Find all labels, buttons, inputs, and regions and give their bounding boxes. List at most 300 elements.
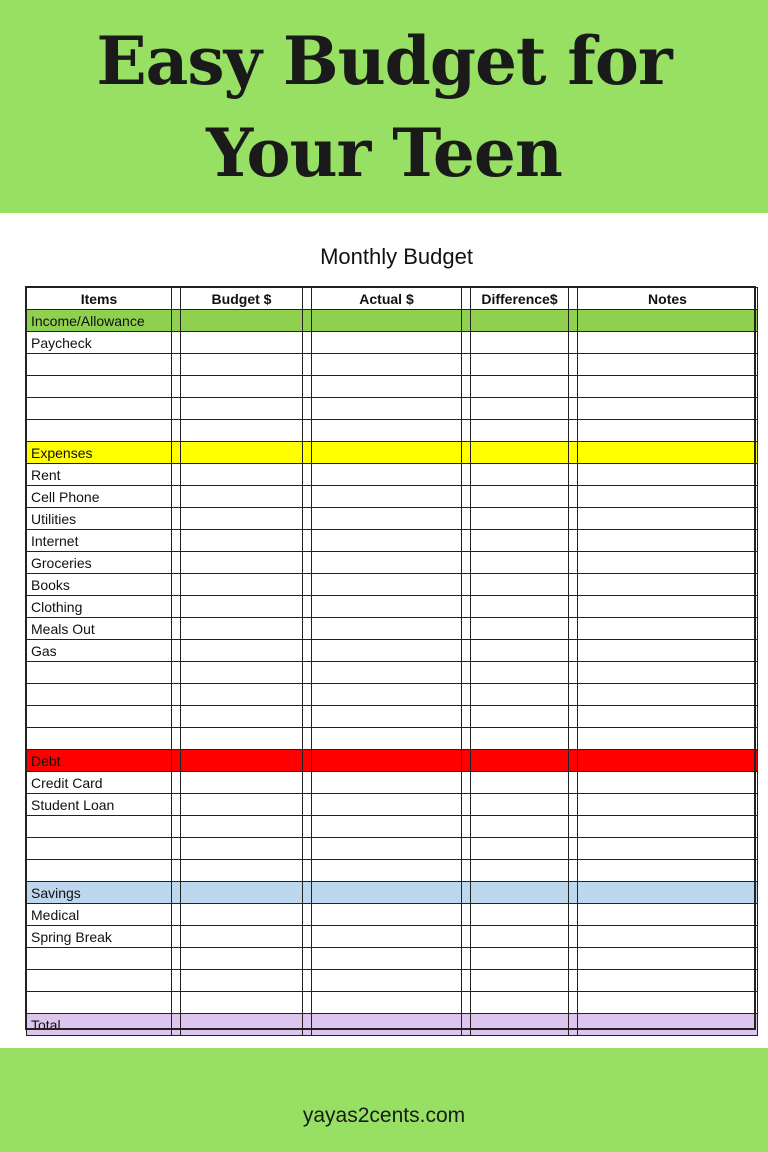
column-separator — [462, 552, 471, 574]
table-row — [27, 530, 758, 552]
table-cell — [578, 904, 758, 926]
column-separator — [569, 464, 578, 486]
table-cell — [471, 992, 569, 1014]
column-separator — [462, 860, 471, 882]
column-separator — [172, 728, 181, 750]
column-separator — [462, 904, 471, 926]
table-cell — [578, 464, 758, 486]
table-cell — [312, 706, 462, 728]
item-label: Utilities — [27, 508, 172, 530]
column-separator — [569, 1014, 578, 1036]
column-separator — [462, 398, 471, 420]
table-cell — [181, 1014, 303, 1036]
column-separator — [462, 838, 471, 860]
column-separator — [462, 948, 471, 970]
column-separator — [462, 662, 471, 684]
table-cell — [312, 750, 462, 772]
column-separator — [303, 508, 312, 530]
item-label: Student Loan — [27, 794, 172, 816]
table-row — [27, 926, 758, 948]
column-separator — [462, 310, 471, 332]
column-separator — [569, 618, 578, 640]
column-separator — [462, 728, 471, 750]
table-cell — [312, 948, 462, 970]
table-cell — [312, 838, 462, 860]
column-separator — [303, 574, 312, 596]
budget-table — [26, 287, 758, 1036]
item-label: Rent — [27, 464, 172, 486]
table-cell — [578, 552, 758, 574]
table-row — [27, 662, 758, 684]
table-cell — [471, 970, 569, 992]
table-cell — [578, 662, 758, 684]
column-separator — [569, 574, 578, 596]
table-cell — [471, 684, 569, 706]
column-separator — [172, 508, 181, 530]
item-label — [27, 706, 172, 728]
column-separator — [303, 662, 312, 684]
table-cell — [578, 794, 758, 816]
column-separator — [172, 948, 181, 970]
table-cell — [578, 508, 758, 530]
table-cell — [181, 794, 303, 816]
table-cell — [312, 860, 462, 882]
total-row — [27, 1014, 758, 1036]
column-separator — [569, 310, 578, 332]
column-separator — [569, 552, 578, 574]
column-separator — [569, 772, 578, 794]
column-separator — [569, 948, 578, 970]
column-separator — [462, 640, 471, 662]
column-separator — [303, 442, 312, 464]
item-label — [27, 420, 172, 442]
table-row — [27, 398, 758, 420]
table-cell — [578, 992, 758, 1014]
column-separator — [569, 530, 578, 552]
column-separator — [172, 618, 181, 640]
column-separator — [462, 486, 471, 508]
table-cell — [181, 904, 303, 926]
table-cell — [471, 530, 569, 552]
column-separator — [569, 794, 578, 816]
table-cell — [312, 574, 462, 596]
column-header-notes: Notes — [578, 288, 758, 310]
table-cell — [312, 816, 462, 838]
column-header-items: Items — [27, 288, 172, 310]
column-separator — [172, 354, 181, 376]
item-label — [27, 838, 172, 860]
table-cell — [181, 508, 303, 530]
column-separator — [172, 420, 181, 442]
table-cell — [312, 794, 462, 816]
table-cell — [312, 618, 462, 640]
table-cell — [181, 970, 303, 992]
table-cell — [578, 882, 758, 904]
table-cell — [181, 992, 303, 1014]
column-separator — [462, 376, 471, 398]
table-cell — [181, 398, 303, 420]
table-cell — [471, 596, 569, 618]
column-separator — [569, 662, 578, 684]
column-header-difference: Difference$ — [471, 288, 569, 310]
table-cell — [471, 662, 569, 684]
title-banner — [0, 0, 768, 213]
column-separator — [172, 926, 181, 948]
table-cell — [471, 618, 569, 640]
column-separator — [303, 904, 312, 926]
column-separator — [172, 398, 181, 420]
item-label — [27, 662, 172, 684]
column-separator — [462, 574, 471, 596]
table-cell — [181, 860, 303, 882]
item-label — [27, 992, 172, 1014]
item-label — [27, 728, 172, 750]
column-separator — [462, 530, 471, 552]
table-cell — [181, 816, 303, 838]
table-row — [27, 354, 758, 376]
section-label: Income/Allowance — [27, 310, 172, 332]
table-cell — [312, 464, 462, 486]
column-separator — [172, 376, 181, 398]
table-cell — [312, 508, 462, 530]
table-cell — [312, 530, 462, 552]
table-cell — [181, 838, 303, 860]
column-separator — [569, 398, 578, 420]
item-label — [27, 816, 172, 838]
column-separator — [303, 618, 312, 640]
section-header-row — [27, 750, 758, 772]
table-row — [27, 684, 758, 706]
column-separator — [172, 970, 181, 992]
table-cell — [578, 618, 758, 640]
table-cell — [471, 816, 569, 838]
column-separator — [172, 772, 181, 794]
budget-body — [27, 310, 758, 1036]
column-separator — [303, 816, 312, 838]
column-separator — [569, 420, 578, 442]
column-separator — [172, 1014, 181, 1036]
section-label: Expenses — [27, 442, 172, 464]
table-cell — [181, 640, 303, 662]
item-label: Books — [27, 574, 172, 596]
column-separator — [569, 640, 578, 662]
table-cell — [471, 904, 569, 926]
column-separator — [172, 288, 181, 310]
table-cell — [181, 354, 303, 376]
table-cell — [312, 728, 462, 750]
table-cell — [471, 706, 569, 728]
column-separator — [569, 486, 578, 508]
column-separator — [172, 530, 181, 552]
table-cell — [181, 728, 303, 750]
column-separator — [303, 288, 312, 310]
column-separator — [462, 442, 471, 464]
column-separator — [569, 992, 578, 1014]
column-separator — [569, 596, 578, 618]
column-separator — [172, 442, 181, 464]
column-separator — [462, 684, 471, 706]
item-label: Spring Break — [27, 926, 172, 948]
item-label — [27, 376, 172, 398]
column-separator — [303, 838, 312, 860]
table-cell — [471, 508, 569, 530]
column-separator — [172, 838, 181, 860]
column-separator — [172, 684, 181, 706]
column-separator — [172, 904, 181, 926]
table-cell — [181, 618, 303, 640]
table-cell — [471, 860, 569, 882]
column-separator — [172, 596, 181, 618]
column-separator — [462, 596, 471, 618]
item-label: Meals Out — [27, 618, 172, 640]
page-title-line-2: Your Teen — [206, 113, 562, 192]
column-separator — [303, 794, 312, 816]
column-separator — [303, 706, 312, 728]
column-separator — [462, 970, 471, 992]
table-cell — [181, 684, 303, 706]
column-header-budget: Budget $ — [181, 288, 303, 310]
table-cell — [312, 772, 462, 794]
table-cell — [578, 684, 758, 706]
table-cell — [181, 882, 303, 904]
column-separator — [172, 816, 181, 838]
column-separator — [462, 992, 471, 1014]
table-row — [27, 816, 758, 838]
table-cell — [471, 926, 569, 948]
column-separator — [303, 640, 312, 662]
column-separator — [172, 486, 181, 508]
column-separator — [303, 398, 312, 420]
column-separator — [303, 332, 312, 354]
column-separator — [303, 970, 312, 992]
table-cell — [578, 640, 758, 662]
table-cell — [471, 794, 569, 816]
column-separator — [569, 970, 578, 992]
section-label: Savings — [27, 882, 172, 904]
column-separator — [462, 420, 471, 442]
table-row — [27, 794, 758, 816]
column-separator — [569, 860, 578, 882]
table-cell — [312, 552, 462, 574]
table-cell — [312, 398, 462, 420]
table-cell — [471, 376, 569, 398]
table-cell — [312, 970, 462, 992]
table-cell — [312, 310, 462, 332]
item-label: Gas — [27, 640, 172, 662]
table-cell — [181, 332, 303, 354]
table-cell — [312, 596, 462, 618]
column-separator — [462, 332, 471, 354]
item-label — [27, 970, 172, 992]
table-row — [27, 552, 758, 574]
column-separator — [303, 860, 312, 882]
column-separator — [172, 310, 181, 332]
column-separator — [303, 882, 312, 904]
column-separator — [569, 508, 578, 530]
item-label: Internet — [27, 530, 172, 552]
table-cell — [312, 926, 462, 948]
item-label: Medical — [27, 904, 172, 926]
column-separator — [462, 618, 471, 640]
table-row — [27, 486, 758, 508]
table-cell — [181, 530, 303, 552]
item-label: Cell Phone — [27, 486, 172, 508]
table-cell — [471, 398, 569, 420]
column-separator — [303, 948, 312, 970]
table-cell — [471, 332, 569, 354]
column-separator — [303, 310, 312, 332]
table-cell — [471, 552, 569, 574]
table-row — [27, 420, 758, 442]
table-cell — [578, 948, 758, 970]
table-row — [27, 618, 758, 640]
column-separator — [569, 838, 578, 860]
column-separator — [462, 288, 471, 310]
column-separator — [462, 750, 471, 772]
table-row — [27, 838, 758, 860]
table-row — [27, 332, 758, 354]
section-header-row — [27, 310, 758, 332]
table-cell — [471, 728, 569, 750]
column-separator — [569, 332, 578, 354]
table-cell — [181, 948, 303, 970]
table-cell — [312, 904, 462, 926]
table-row — [27, 640, 758, 662]
table-cell — [471, 442, 569, 464]
column-separator — [569, 684, 578, 706]
table-row — [27, 970, 758, 992]
column-separator — [303, 596, 312, 618]
column-separator — [303, 728, 312, 750]
item-label — [27, 398, 172, 420]
section-label: Debt — [27, 750, 172, 772]
column-separator — [569, 728, 578, 750]
column-separator — [462, 508, 471, 530]
table-row — [27, 706, 758, 728]
column-separator — [569, 926, 578, 948]
table-cell — [578, 354, 758, 376]
item-label — [27, 684, 172, 706]
column-separator — [303, 772, 312, 794]
table-cell — [578, 420, 758, 442]
table-cell — [578, 398, 758, 420]
column-separator — [303, 992, 312, 1014]
column-separator — [172, 574, 181, 596]
column-separator — [172, 662, 181, 684]
table-row — [27, 376, 758, 398]
column-separator — [569, 376, 578, 398]
column-separator — [303, 420, 312, 442]
footer-banner — [0, 1048, 768, 1152]
column-separator — [303, 530, 312, 552]
table-cell — [312, 640, 462, 662]
table-cell — [578, 860, 758, 882]
table-cell — [312, 662, 462, 684]
table-row — [27, 464, 758, 486]
section-header-row — [27, 882, 758, 904]
table-cell — [578, 772, 758, 794]
table-cell — [471, 640, 569, 662]
table-cell — [181, 464, 303, 486]
table-row — [27, 508, 758, 530]
item-label: Paycheck — [27, 332, 172, 354]
column-separator — [569, 750, 578, 772]
table-row — [27, 992, 758, 1014]
table-cell — [181, 442, 303, 464]
item-label — [27, 948, 172, 970]
sheet-title: Monthly Budget — [320, 244, 473, 269]
table-cell — [181, 926, 303, 948]
column-separator — [462, 794, 471, 816]
table-cell — [578, 310, 758, 332]
column-separator — [172, 640, 181, 662]
item-label: Credit Card — [27, 772, 172, 794]
column-separator — [462, 354, 471, 376]
table-cell — [181, 420, 303, 442]
table-cell — [312, 684, 462, 706]
table-row — [27, 860, 758, 882]
column-separator — [172, 552, 181, 574]
table-cell — [312, 486, 462, 508]
table-cell — [312, 376, 462, 398]
column-separator — [462, 926, 471, 948]
column-separator — [569, 354, 578, 376]
column-separator — [569, 288, 578, 310]
item-label: Groceries — [27, 552, 172, 574]
table-cell — [578, 596, 758, 618]
page-title-line-1: Easy Budget for — [96, 21, 672, 100]
column-separator — [569, 442, 578, 464]
table-cell — [578, 926, 758, 948]
column-separator — [303, 1014, 312, 1036]
column-separator — [303, 750, 312, 772]
column-separator — [569, 904, 578, 926]
table-cell — [578, 486, 758, 508]
item-label: Clothing — [27, 596, 172, 618]
table-cell — [181, 706, 303, 728]
table-cell — [578, 750, 758, 772]
table-cell — [578, 728, 758, 750]
column-separator — [462, 1014, 471, 1036]
table-cell — [471, 838, 569, 860]
column-separator — [172, 332, 181, 354]
table-cell — [471, 420, 569, 442]
column-separator — [303, 684, 312, 706]
table-cell — [181, 486, 303, 508]
header-row — [27, 288, 758, 310]
column-separator — [462, 464, 471, 486]
table-cell — [471, 354, 569, 376]
column-separator — [303, 354, 312, 376]
column-separator — [462, 772, 471, 794]
column-separator — [462, 882, 471, 904]
table-row — [27, 948, 758, 970]
item-label — [27, 860, 172, 882]
table-cell — [578, 376, 758, 398]
table-cell — [471, 310, 569, 332]
table-cell — [181, 376, 303, 398]
table-cell — [578, 530, 758, 552]
column-separator — [172, 464, 181, 486]
table-cell — [578, 442, 758, 464]
table-cell — [181, 772, 303, 794]
column-separator — [172, 706, 181, 728]
table-cell — [578, 574, 758, 596]
table-cell — [312, 420, 462, 442]
table-cell — [578, 816, 758, 838]
table-cell — [312, 332, 462, 354]
table-cell — [578, 838, 758, 860]
